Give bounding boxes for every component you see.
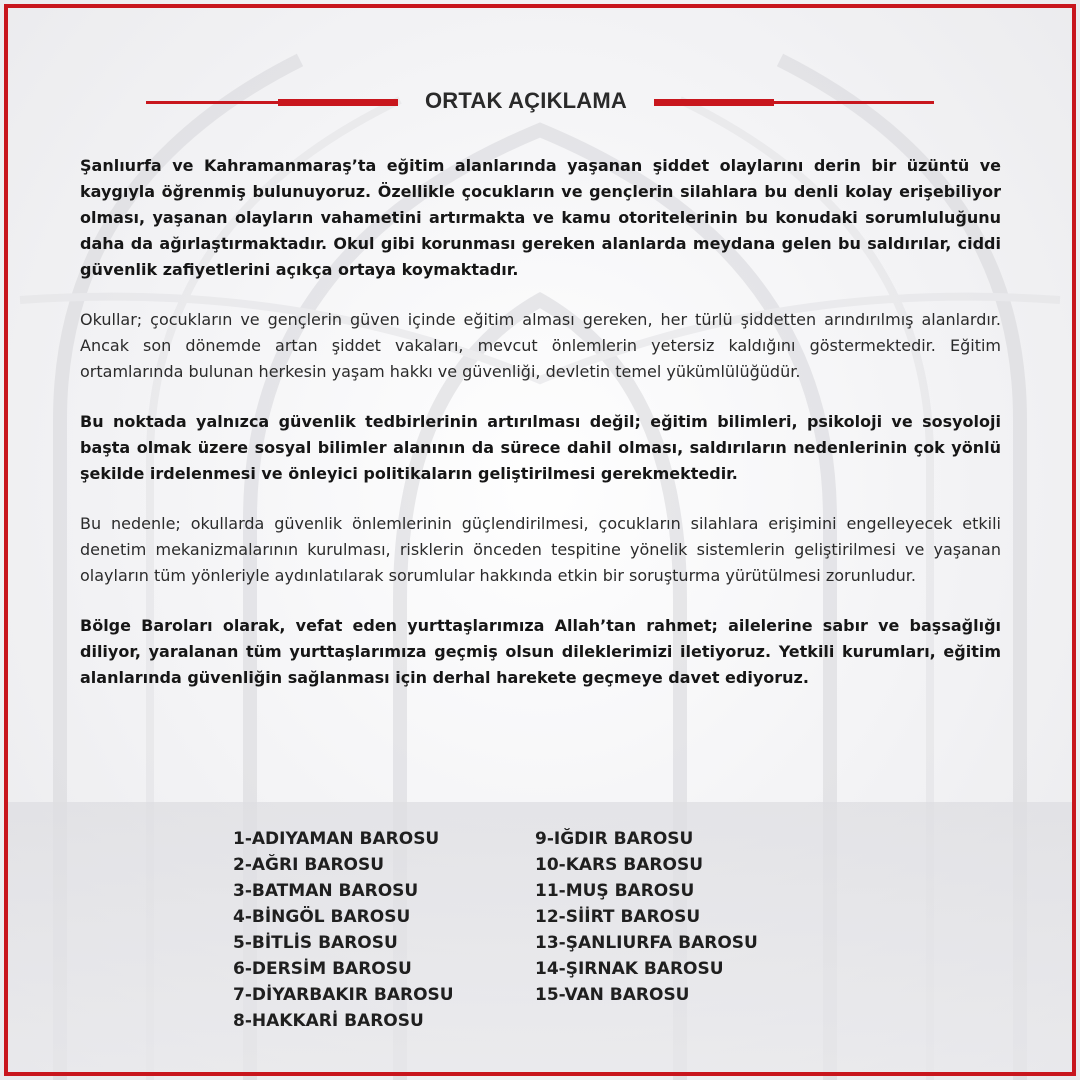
paragraph-3: Bu noktada yalnızca güvenlik tedbirlerinin artırılması değil; eğitim bilimleri, psikoloji ve sosyoloji başta olmak üzere sosyal bilimler alanının da sürece dahil olması, saldırıların nedenlerinin çok yönlü şekilde irdelenmesi ve önleyici politikaların geliştirilmesi gerekmektedir. <box>80 412 1001 483</box>
paragraph-1: Şanlıurfa ve Kahramanmaraş’ta eğitim alanlarında yaşanan şiddet olaylarını derin bir üzüntü ve kaygıyla öğrenmiş bulunuyoruz. Özellikle çocukların ve gençlerin silahlara bu denli kolay erişebiliyor olması, yaşanan olayların vahametini artırmakta ve kamu otoritelerinin bu konudaki sorumluluğunu daha da ağırlaştırmaktadır. Okul gibi korunması gereken alanlarda meydana gelen bu saldırılar, ciddi güvenlik zafiyetlerini açıkça ortaya koymaktadır. <box>80 156 1001 279</box>
bar-list-column-2 <box>535 826 758 1008</box>
list-item: 14-ŞIRNAK BAROSU <box>535 959 724 979</box>
list-item: 9-IĞDIR BAROSU <box>535 829 694 849</box>
statement-body <box>80 153 1001 715</box>
list-item: 8-HAKKARİ BAROSU <box>233 1011 424 1031</box>
paragraph-4: Bu nedenle; okullarda güvenlik önlemlerinin güçlendirilmesi, çocukların silahlara erişimini engelleyecek etkili denetim mekanizmalarının kurulması, risklerin önceden tespitine yönelik sistemlerin geliştirilmesi ve yaşanan olayların tüm yönleriyle aydınlatılarak sorumlular hakkında etkin bir soruşturma yürütülmesi zorunludur. <box>80 514 1001 585</box>
title-line-right <box>654 101 934 104</box>
list-item: 6-DERSİM BAROSU <box>233 959 412 979</box>
title-row <box>146 86 934 116</box>
list-item: 4-BİNGÖL BAROSU <box>233 907 411 927</box>
list-item: 11-MUŞ BAROSU <box>535 881 695 901</box>
paragraph-2: Okullar; çocukların ve gençlerin güven içinde eğitim alması gereken, her türlü şiddetten arındırılmış alanlardır. Ancak son dönemde artan şiddet vakaları, mevcut önlemlerin yetersiz kaldığını göstermektedir. Eğitim ortamlarında bulunan herkesin yaşam hakkı ve güvenliği, devletin temel yükümlülüğüdür. <box>80 310 1001 381</box>
page-title: ORTAK AÇIKLAMA <box>425 88 627 113</box>
title-line-left <box>146 101 398 104</box>
list-item: 5-BİTLİS BAROSU <box>233 933 398 953</box>
list-item: 3-BATMAN BAROSU <box>233 881 419 901</box>
list-item: 1-ADIYAMAN BAROSU <box>233 829 440 849</box>
list-item: 12-SİİRT BAROSU <box>535 907 701 927</box>
paragraph-5: Bölge Baroları olarak, vefat eden yurttaşlarımıza Allah’tan rahmet; ailelerine sabır ve başsağlığı diliyor, yaralanan tüm yurttaşlarımıza geçmiş olsun dileklerimizi iletiyoruz. Yetkili kurumları, eğitim alanlarında güvenliğin sağlanması için derhal harekete geçmeye davet ediyoruz. <box>80 616 1001 687</box>
list-item: 10-KARS BAROSU <box>535 855 703 875</box>
list-item: 15-VAN BAROSU <box>535 985 690 1005</box>
list-item: 7-DİYARBAKIR BAROSU <box>233 985 454 1005</box>
bar-list-column-1 <box>233 826 454 1034</box>
list-item: 2-AĞRI BAROSU <box>233 855 385 875</box>
list-item: 13-ŞANLIURFA BAROSU <box>535 933 758 953</box>
